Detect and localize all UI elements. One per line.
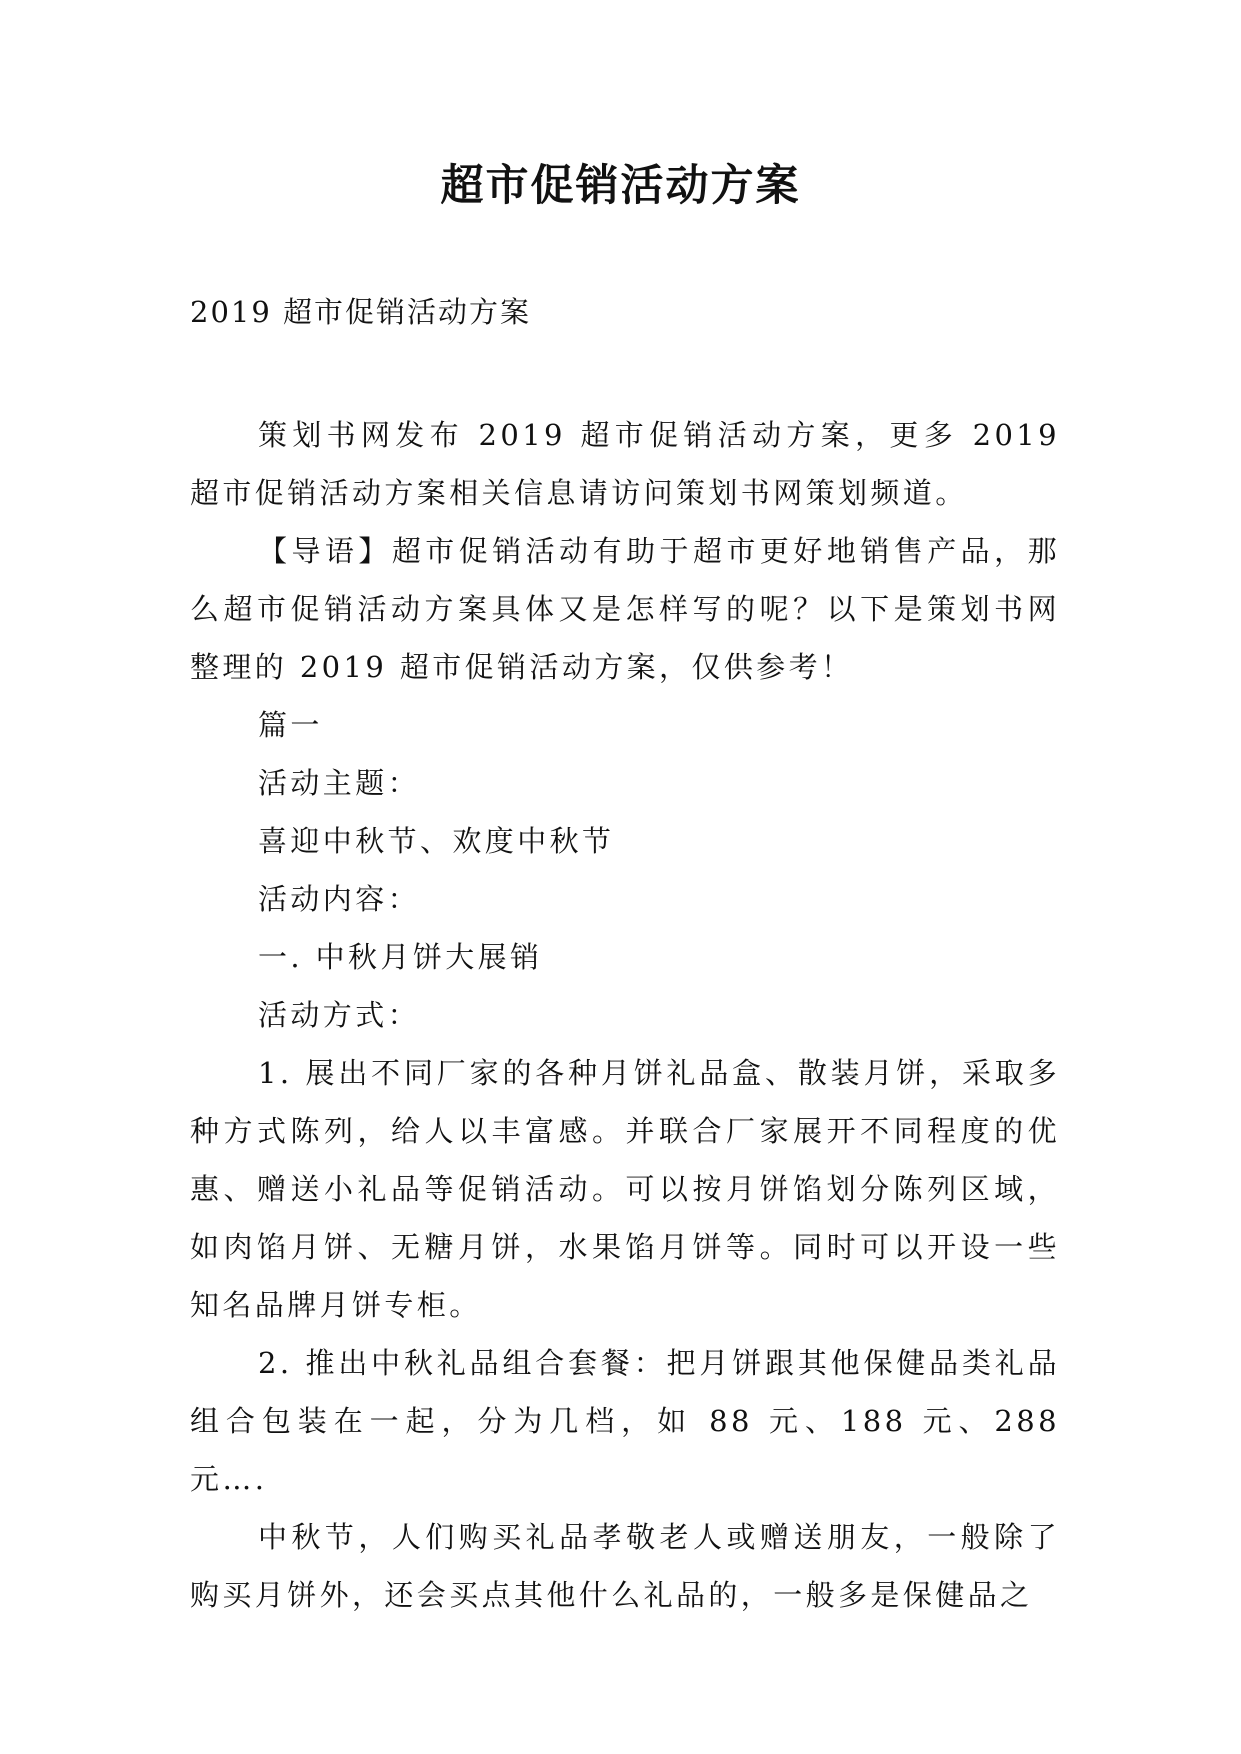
paragraph-theme-label: 活动主题：	[258, 766, 421, 800]
paragraph-method-2: 2. 推出中秋礼品组合套餐：把月饼跟其他保健品类礼品组合包装在一起，分为几档，如 88 元、188 元、288 元….	[190, 1346, 1060, 1496]
paragraph-item-heading: 一. 中秋月饼大展销	[258, 940, 543, 974]
document-subtitle: 2019 超市促销活动方案	[190, 295, 532, 329]
document-body	[190, 406, 1060, 1624]
paragraph-theme: 喜迎中秋节、欢度中秋节	[258, 824, 615, 858]
paragraph-content-label: 活动内容：	[258, 882, 421, 916]
paragraph-closing: 中秋节，人们购买礼品孝敬老人或赠送朋友，一般除了购买月饼外，还会买点其他什么礼品的，一般多是保健品之	[190, 1520, 1060, 1612]
document-title: 超市促销活动方案	[440, 161, 801, 211]
paragraph-guide: 【导语】超市促销活动有助于超市更好地销售产品，那么超市促销活动方案具体又是怎样写的呢？以下是策划书网整理的 2019 超市促销活动方案，仅供参考！	[190, 534, 1060, 684]
paragraph-intro: 策划书网发布 2019 超市促销活动方案，更多 2019 超市促销活动方案相关信息请访问策划书网策划频道。	[190, 418, 1060, 510]
paragraph-section-heading: 篇一	[258, 708, 323, 742]
paragraph-method-label: 活动方式：	[258, 998, 421, 1032]
paragraph-method-1: 1. 展出不同厂家的各种月饼礼品盒、散装月饼，采取多种方式陈列，给人以丰富感。并联合厂家展开不同程度的优惠、赠送小礼品等促销活动。可以按月饼馅划分陈列区域，如肉馅月饼、无糖月饼，水果馅月饼等。同时可以开设一些知名品牌月饼专柜。	[190, 1056, 1060, 1322]
